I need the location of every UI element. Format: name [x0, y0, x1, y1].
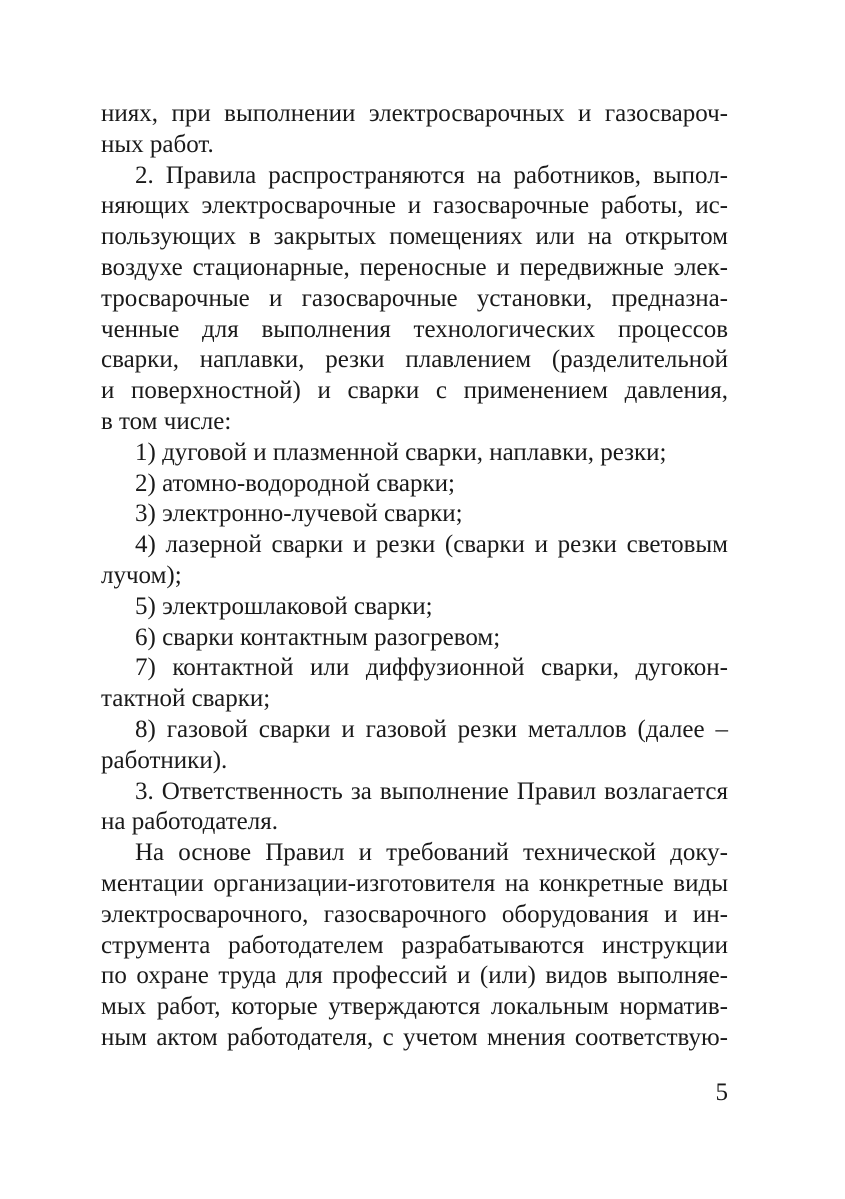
list-item: 6) сварки контактным разогревом;	[135, 623, 501, 651]
text-line: струмента работодателем разрабатываются инструкции	[101, 931, 728, 959]
text-line: ных работ.	[101, 130, 214, 158]
text-line: электросварочного, газосварочного оборудования и ин-	[101, 900, 728, 928]
text-line: На основе Правил и требований технической доку-	[135, 839, 728, 867]
text-line: в том числе:	[101, 407, 232, 435]
text-line: ниях, при выполнении электросварочных и газосвароч-	[101, 100, 728, 127]
text-line: лучом);	[101, 561, 182, 589]
page-body	[101, 99, 728, 1054]
text-line: ментации организации-изготовителя на конкретные виды	[101, 869, 728, 897]
text-line: воздухе стационарные, переносные и передвижные элек-	[101, 253, 728, 281]
text-line: на работодателя.	[101, 808, 279, 836]
list-item: 1) дуговой и плазменной сварки, наплавки, резки;	[135, 438, 667, 466]
text-line: 2. Правила распространяются на работников, выпол-	[135, 161, 728, 189]
list-item: 3) электронно-лучевой сварки;	[135, 500, 463, 528]
text-line: тактной сварки;	[101, 685, 271, 713]
text-line: сварки, наплавки, резки плавлением (разделительной	[101, 346, 728, 374]
text-line: ным актом работодателя, с учетом мнения соответствую-	[101, 1023, 728, 1051]
text-line: по охране труда для профессий и (или) видов выполняе-	[101, 962, 728, 990]
text-line: мых работ, которые утверждаются локальным норматив-	[101, 993, 728, 1021]
list-item: 4) лазерной сварки и резки (сварки и резки световым	[135, 531, 728, 559]
list-item: 8) газовой сварки и газовой резки металлов (далее –	[135, 715, 728, 743]
page-number: 5	[715, 1079, 728, 1106]
text-line: и поверхностной) и сварки с применением давления,	[101, 377, 728, 405]
list-item: 7) контактной или диффузионной сварки, дугокон-	[135, 654, 728, 682]
text-line: 3. Ответственность за выполнение Правил возлагается	[135, 777, 728, 805]
list-item: 5) электрошлаковой сварки;	[135, 592, 433, 620]
text-line: пользующих в закрытых помещениях или на открытом	[101, 223, 728, 251]
text-line: ченные для выполнения технологических процессов	[101, 315, 728, 343]
text-line: тросварочные и газосварочные установки, предназна-	[101, 284, 728, 312]
list-item: 2) атомно-водородной сварки;	[135, 469, 455, 497]
text-line: работники).	[101, 746, 228, 774]
text-line: няющих электросварочные и газосварочные работы, ис-	[101, 192, 728, 220]
